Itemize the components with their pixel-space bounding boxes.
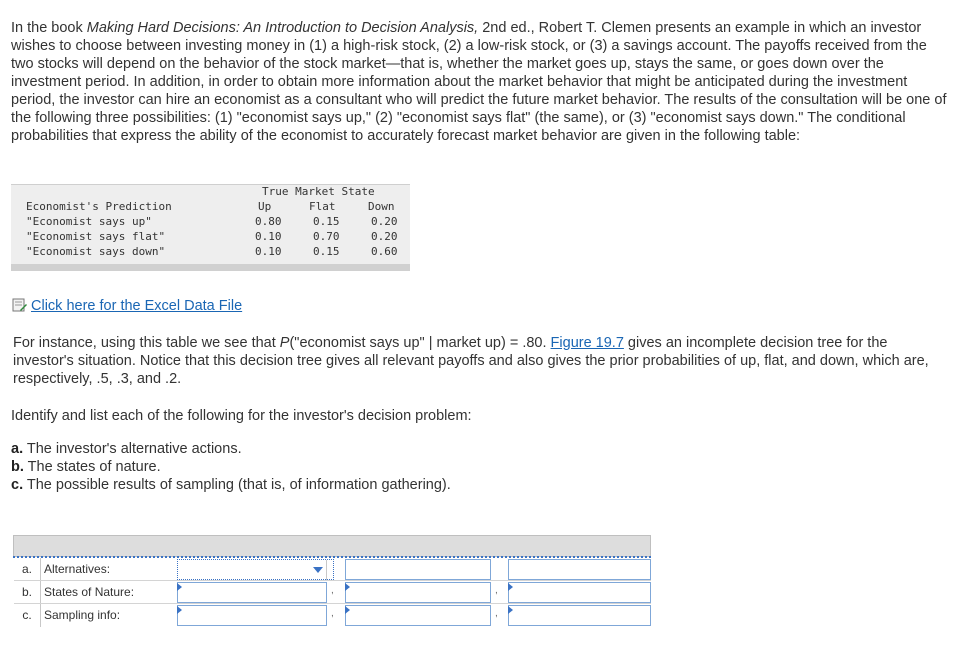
sampling-field-2[interactable] bbox=[345, 605, 491, 626]
drop-target-arrow-icon bbox=[508, 583, 513, 591]
drop-target-arrow-icon bbox=[177, 606, 182, 614]
states-field-3[interactable] bbox=[508, 582, 651, 603]
answer-label: Sampling info: bbox=[44, 608, 121, 622]
separator-comma: , bbox=[331, 585, 334, 596]
answer-letter: a. bbox=[14, 558, 41, 581]
drop-target-arrow-icon bbox=[345, 606, 350, 614]
table-bottom-bar bbox=[11, 264, 410, 271]
col-flat: Flat bbox=[309, 200, 336, 213]
cell: 0.80 bbox=[255, 215, 282, 228]
list-item bbox=[11, 458, 161, 476]
answer-letter: b. bbox=[14, 581, 41, 604]
alternatives-field-2[interactable] bbox=[345, 559, 491, 580]
cell: 0.20 bbox=[371, 230, 398, 243]
row-label: "Economist says down" bbox=[26, 245, 166, 258]
instance-text-1: For instance, using this table we see that bbox=[13, 335, 280, 351]
item-text: The investor's alternative actions. bbox=[23, 441, 242, 457]
row-label: "Economist says up" bbox=[26, 215, 152, 228]
separator-comma: , bbox=[495, 608, 498, 619]
states-field-2[interactable] bbox=[345, 582, 491, 603]
item-letter: c. bbox=[11, 477, 24, 493]
cell: 0.15 bbox=[313, 215, 340, 228]
instance-text-2: ("economist says up" | market up) = .80. bbox=[289, 335, 551, 351]
answer-table-header bbox=[13, 535, 651, 557]
item-text: The possible results of sampling (that is, of information gathering). bbox=[23, 477, 451, 493]
true-market-state-header: True Market State bbox=[262, 185, 375, 198]
item-text: The states of nature. bbox=[23, 459, 161, 475]
cell: 0.60 bbox=[371, 245, 398, 258]
separator-comma: , bbox=[495, 585, 498, 596]
drop-target-arrow-icon bbox=[508, 606, 513, 614]
answer-letter: c. bbox=[14, 604, 41, 627]
chevron-down-icon[interactable] bbox=[313, 567, 323, 573]
instance-text-3: gives an incomplete decision tree for the investor's situation. Notice that this decision tree gives all relevant payoffs and also gives the prior probabilities of up, flat, and down, which are, respectively, .5, .3, and .2. bbox=[13, 335, 929, 387]
answer-row-sampling bbox=[14, 604, 651, 627]
item-letter: b. bbox=[11, 459, 24, 475]
figure-link[interactable]: Figure 19.7 bbox=[550, 335, 624, 351]
intro-text-2: 2nd ed., Robert T. Clemen presents an example in which an investor wishes to choose between investing money in (1) a high-risk stock, (2) a low-risk stock, or (3) a savings account. The payoffs received from the two stocks will depend on the behavior of the stock market—that is, whether the market goes up, stays the same, or goes down over the investment period. In addition, in order to obtain more information about the market behavior that might be anticipated during the investment period, the investor can hire an economist as a consultant who will predict the future market behavior. The results of the consultation will be one of the following three possibilities: (1) "economist says up," (2) "economist says flat" (the same), or (3) "economist says down." The conditional probabilities that express the ability of the economist to accurately forecast market behavior are given in the following table: bbox=[11, 20, 947, 144]
sampling-field-1[interactable] bbox=[177, 605, 327, 626]
excel-data-link[interactable] bbox=[12, 298, 242, 314]
cell: 0.15 bbox=[313, 245, 340, 258]
cell: 0.10 bbox=[255, 245, 282, 258]
col-up: Up bbox=[258, 200, 272, 213]
row-label: "Economist says flat" bbox=[26, 230, 166, 243]
cell: 0.70 bbox=[313, 230, 340, 243]
excel-link-text[interactable]: Click here for the Excel Data File bbox=[31, 298, 243, 314]
separator-comma: , bbox=[331, 608, 334, 619]
answer-label: Alternatives: bbox=[44, 562, 111, 576]
cell: 0.10 bbox=[255, 230, 282, 243]
col-down: Down bbox=[368, 200, 395, 213]
answer-row-alternatives bbox=[14, 558, 651, 581]
probability-symbol: P bbox=[279, 335, 290, 351]
intro-paragraph bbox=[11, 19, 951, 145]
sampling-field-3[interactable] bbox=[508, 605, 651, 626]
drop-target-arrow-icon bbox=[345, 583, 350, 591]
list-item bbox=[11, 476, 451, 494]
drop-target-arrow-icon bbox=[177, 583, 182, 591]
book-title: Making Hard Decisions: An Introduction to Decision Analysis, bbox=[86, 20, 479, 36]
instance-paragraph bbox=[13, 334, 943, 388]
excel-file-icon bbox=[12, 298, 28, 312]
item-letter: a. bbox=[11, 441, 24, 457]
list-item bbox=[11, 440, 242, 458]
states-field-1[interactable] bbox=[177, 582, 327, 603]
answer-row-states bbox=[14, 581, 651, 604]
alternatives-field-3[interactable] bbox=[508, 559, 651, 580]
cell: 0.20 bbox=[371, 215, 398, 228]
alternatives-dropdown[interactable] bbox=[177, 559, 334, 580]
economist-prediction-header: Economist's Prediction bbox=[26, 200, 172, 213]
intro-text-1: In the book bbox=[11, 20, 87, 36]
answer-label: States of Nature: bbox=[44, 585, 135, 599]
identify-instruction: Identify and list each of the following for the investor's decision problem: bbox=[11, 408, 472, 424]
divider bbox=[326, 560, 327, 581]
